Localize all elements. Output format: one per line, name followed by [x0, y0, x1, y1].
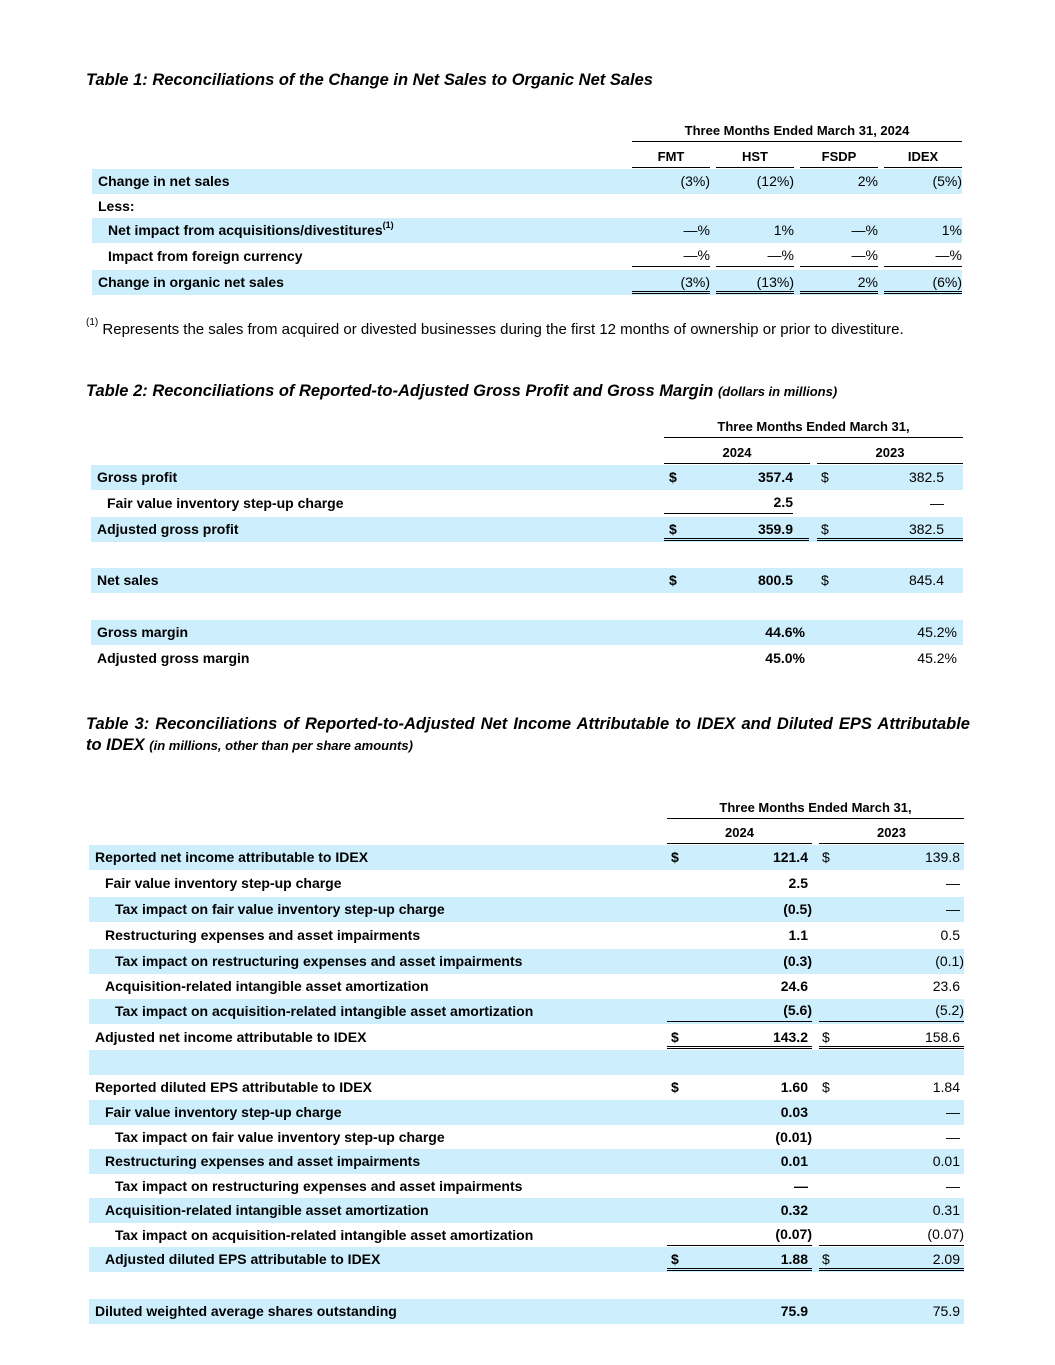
row-label: Tax impact on acquisition-related intangible asset amortization	[115, 1227, 534, 1243]
table2-row	[91, 465, 963, 490]
table3-cell-2024: 1.1	[788, 927, 808, 943]
table1-row	[92, 244, 962, 269]
table3-cell-2024: 1.60	[780, 1079, 808, 1095]
table1-footnote	[86, 317, 904, 338]
table1-cell-idex: (6%)	[884, 270, 962, 294]
row-label: Fair value inventory step-up charge	[107, 495, 344, 511]
table1-cell-hst: (13%)	[716, 270, 794, 294]
table1-row	[92, 169, 962, 194]
table3-row	[89, 1100, 964, 1125]
table3-cell-2024: 0.32	[780, 1202, 808, 1218]
table2-cell-2024: 800.5	[757, 572, 793, 588]
row-label: Acquisition-related intangible asset amortization	[105, 1202, 429, 1218]
table3-row	[89, 871, 964, 896]
table1-col-hst: HST	[716, 149, 794, 168]
table1-cell-idex: 1%	[941, 222, 962, 238]
row-label: Tax impact on fair value inventory step-up charge	[115, 1129, 445, 1145]
table1-cell-hst: —%	[716, 244, 794, 267]
table3-cell-2024: (0.01)	[775, 1129, 812, 1145]
table3-cell-2023: 0.31	[932, 1202, 960, 1218]
row-label: Adjusted gross margin	[97, 650, 250, 666]
table3-row	[89, 1198, 964, 1223]
row-label: Diluted weighted average shares outstanding	[95, 1303, 397, 1319]
row-label: Restructuring expenses and asset impairments	[105, 1153, 421, 1169]
currency-symbol: $	[669, 572, 677, 588]
currency-symbol: $	[821, 469, 829, 485]
currency-symbol: $	[669, 521, 677, 537]
currency-symbol: $	[671, 1079, 679, 1095]
table1-cell-fmt: —%	[632, 244, 710, 267]
row-label: Fair value inventory step-up charge	[105, 1104, 342, 1120]
table3-spacer-row	[89, 1050, 964, 1075]
currency-symbol: $	[822, 1029, 830, 1045]
table3-cell-2023: 75.9	[932, 1303, 960, 1319]
table3-cell-2024: 121.4	[772, 849, 808, 865]
table2-title-text: Table 2: Reconciliations of Reported-to-Adjusted Gross Profit and Gross Margin	[86, 382, 714, 400]
currency-symbol: $	[669, 469, 677, 485]
table3-cell-2023: —	[946, 1178, 960, 1194]
table3-row	[89, 845, 964, 870]
table2-cell-2023: 45.2%	[917, 624, 957, 640]
table3-row	[89, 923, 964, 948]
table3-cell-2024: 2.5	[788, 875, 808, 891]
table1-row	[92, 270, 962, 295]
table1-title: Table 1: Reconciliations of the Change in Net Sales to Organic Net Sales	[86, 71, 653, 89]
table3-cell-2023: 139.8	[924, 849, 960, 865]
table3-cell-2023: 2.09	[932, 1251, 960, 1267]
table3-cell-2024: (0.3)	[783, 953, 812, 969]
table3-cell-2023: —	[946, 1104, 960, 1120]
row-label: Fair value inventory step-up charge	[105, 875, 342, 891]
table2-col-2024: 2024	[664, 445, 810, 464]
table3-cell-2024: —	[794, 1178, 808, 1194]
table3-cell-2023: 23.6	[932, 978, 960, 994]
table3-cell-2023: (0.1)	[935, 953, 964, 969]
table3-cell-2023: —	[946, 875, 960, 891]
row-label: Less:	[98, 198, 135, 214]
table1-period-header: Three Months Ended March 31, 2024	[632, 123, 962, 142]
table1-col-fmt: FMT	[632, 149, 710, 168]
table3-cell-2023: (0.07)	[819, 1223, 964, 1246]
table2-row	[91, 646, 963, 671]
table1-cell-fsdp: 2%	[800, 270, 878, 294]
table2-row	[91, 517, 963, 542]
row-label: Acquisition-related intangible asset amortization	[105, 978, 429, 994]
table2-cell-2023: 382.5	[908, 521, 944, 537]
table2-row	[91, 620, 963, 645]
row-label: Tax impact on acquisition-related intangible asset amortization	[115, 1003, 534, 1019]
table1-cell-fsdp: —%	[851, 222, 878, 238]
table3-cell-2024: 0.03	[780, 1104, 808, 1120]
row-label: Adjusted gross profit	[97, 521, 239, 537]
table2-cell-2024: 359.9	[757, 521, 793, 537]
table3-row	[89, 974, 964, 999]
table2-col-2023: 2023	[817, 445, 963, 464]
currency-symbol: $	[821, 572, 829, 588]
table3-cell-2024: 1.88	[780, 1251, 808, 1267]
row-label: Change in net sales	[98, 173, 230, 189]
table3-cell-2023: 0.5	[940, 927, 960, 943]
table3-cell-2023: —	[946, 1129, 960, 1145]
table3-cell-2024: 75.9	[780, 1303, 808, 1319]
currency-symbol: $	[821, 521, 829, 537]
table2-cell-2023: 382.5	[908, 469, 944, 485]
footnote-marker: (1)	[86, 317, 99, 328]
table3-cell-2023: 0.01	[932, 1153, 960, 1169]
table3-row	[89, 1025, 964, 1050]
row-label: Adjusted diluted EPS attributable to IDEX	[105, 1251, 381, 1267]
row-label-text: Net impact from acquisitions/divestitures	[108, 222, 383, 238]
table3-row	[89, 897, 964, 922]
footnote-ref: (1)	[382, 220, 394, 231]
table3-cell-2024: (0.5)	[783, 901, 812, 917]
row-label: Gross profit	[97, 469, 178, 485]
row-label: Net sales	[97, 572, 159, 588]
table3-row	[89, 1299, 964, 1324]
table3-row	[89, 999, 964, 1024]
table2-cell-2023: 845.4	[908, 572, 944, 588]
currency-symbol: $	[822, 1251, 830, 1267]
table3-period-header: Three Months Ended March 31,	[667, 800, 964, 819]
row-label: Change in organic net sales	[98, 274, 284, 290]
footnote-text: Represents the sales from acquired or divested businesses during the first 12 months of ownership or prior to divestiture.	[102, 321, 904, 338]
currency-symbol: $	[822, 849, 830, 865]
row-label: Reported diluted EPS attributable to IDEX	[95, 1079, 372, 1095]
table3-cell-2024: (5.6)	[667, 999, 812, 1022]
row-label: Tax impact on fair value inventory step-up charge	[115, 901, 445, 917]
table3-row	[89, 1247, 964, 1272]
table2-row	[91, 491, 963, 516]
table3-cell-2023: 1.84	[932, 1079, 960, 1095]
table2-title	[86, 382, 837, 401]
table2-cell-2024: 357.4	[757, 469, 793, 485]
row-label: Tax impact on restructuring expenses and asset impairments	[115, 953, 523, 969]
table1-col-idex: IDEX	[884, 149, 962, 168]
table2-cell-2024: 45.0%	[765, 650, 805, 666]
table3-cell-2024: 0.01	[780, 1153, 808, 1169]
table3-col-2023: 2023	[819, 825, 964, 844]
table2-cell-2023: —	[930, 495, 944, 511]
table3-cell-2023: 158.6	[924, 1029, 960, 1045]
table1-cell-fmt: (3%)	[632, 270, 710, 294]
table1-cell-fsdp: —%	[800, 244, 878, 267]
row-label: Restructuring expenses and asset impairments	[105, 927, 421, 943]
table1-cell-fmt: (3%)	[680, 173, 710, 189]
table3-cell-2024: 143.2	[772, 1029, 808, 1045]
table3-row	[89, 1125, 964, 1150]
table3-cell-2024: 24.6	[780, 978, 808, 994]
table1-cell-hst: 1%	[773, 222, 794, 238]
currency-symbol: $	[671, 1029, 679, 1045]
currency-symbol: $	[671, 1251, 679, 1267]
table3-cell-2024: (0.07)	[667, 1223, 812, 1246]
currency-symbol: $	[671, 849, 679, 865]
table1-row	[92, 194, 962, 219]
currency-symbol: $	[822, 1079, 830, 1095]
table3-col-2024: 2024	[667, 825, 812, 844]
table3-row	[89, 1075, 964, 1100]
table3-cell-2023: (5.2)	[819, 999, 964, 1022]
table1-cell-idex: —%	[884, 244, 962, 267]
table2-cell-2024: 2.5	[664, 491, 793, 514]
table3-row	[89, 1223, 964, 1248]
table2-period-header: Three Months Ended March 31,	[664, 419, 963, 438]
row-label: Gross margin	[97, 624, 189, 640]
table1-cell-fsdp: 2%	[857, 173, 878, 189]
table3-subtitle: (in millions, other than per share amounts)	[149, 738, 413, 753]
row-label: Reported net income attributable to IDEX	[95, 849, 369, 865]
table3-cell-2023: —	[946, 901, 960, 917]
table1-cell-fmt: —%	[683, 222, 710, 238]
table1-cell-hst: (12%)	[756, 173, 794, 189]
table2-cell-2024: 44.6%	[765, 624, 805, 640]
table1-cell-idex: (5%)	[932, 173, 962, 189]
row-label: Impact from foreign currency	[108, 248, 303, 264]
table1-row	[92, 218, 962, 243]
table3-row	[89, 1174, 964, 1199]
table2-subtitle: (dollars in millions)	[717, 384, 838, 399]
table3-row	[89, 949, 964, 974]
row-label: Adjusted net income attributable to IDEX	[95, 1029, 367, 1045]
table3-row	[89, 1149, 964, 1174]
row-label: Tax impact on restructuring expenses and asset impairments	[115, 1178, 523, 1194]
table3-title	[86, 714, 970, 756]
table2-row	[91, 568, 963, 593]
row-label	[108, 218, 394, 243]
table3-title-text: Table 3: Reconciliations of Reported-to-Adjusted Net Income Attributable to IDEX and Diluted EPS Attributable to IDEX	[86, 715, 970, 754]
table1-col-fsdp: FSDP	[800, 149, 878, 168]
table2-cell-2023: 45.2%	[917, 650, 957, 666]
